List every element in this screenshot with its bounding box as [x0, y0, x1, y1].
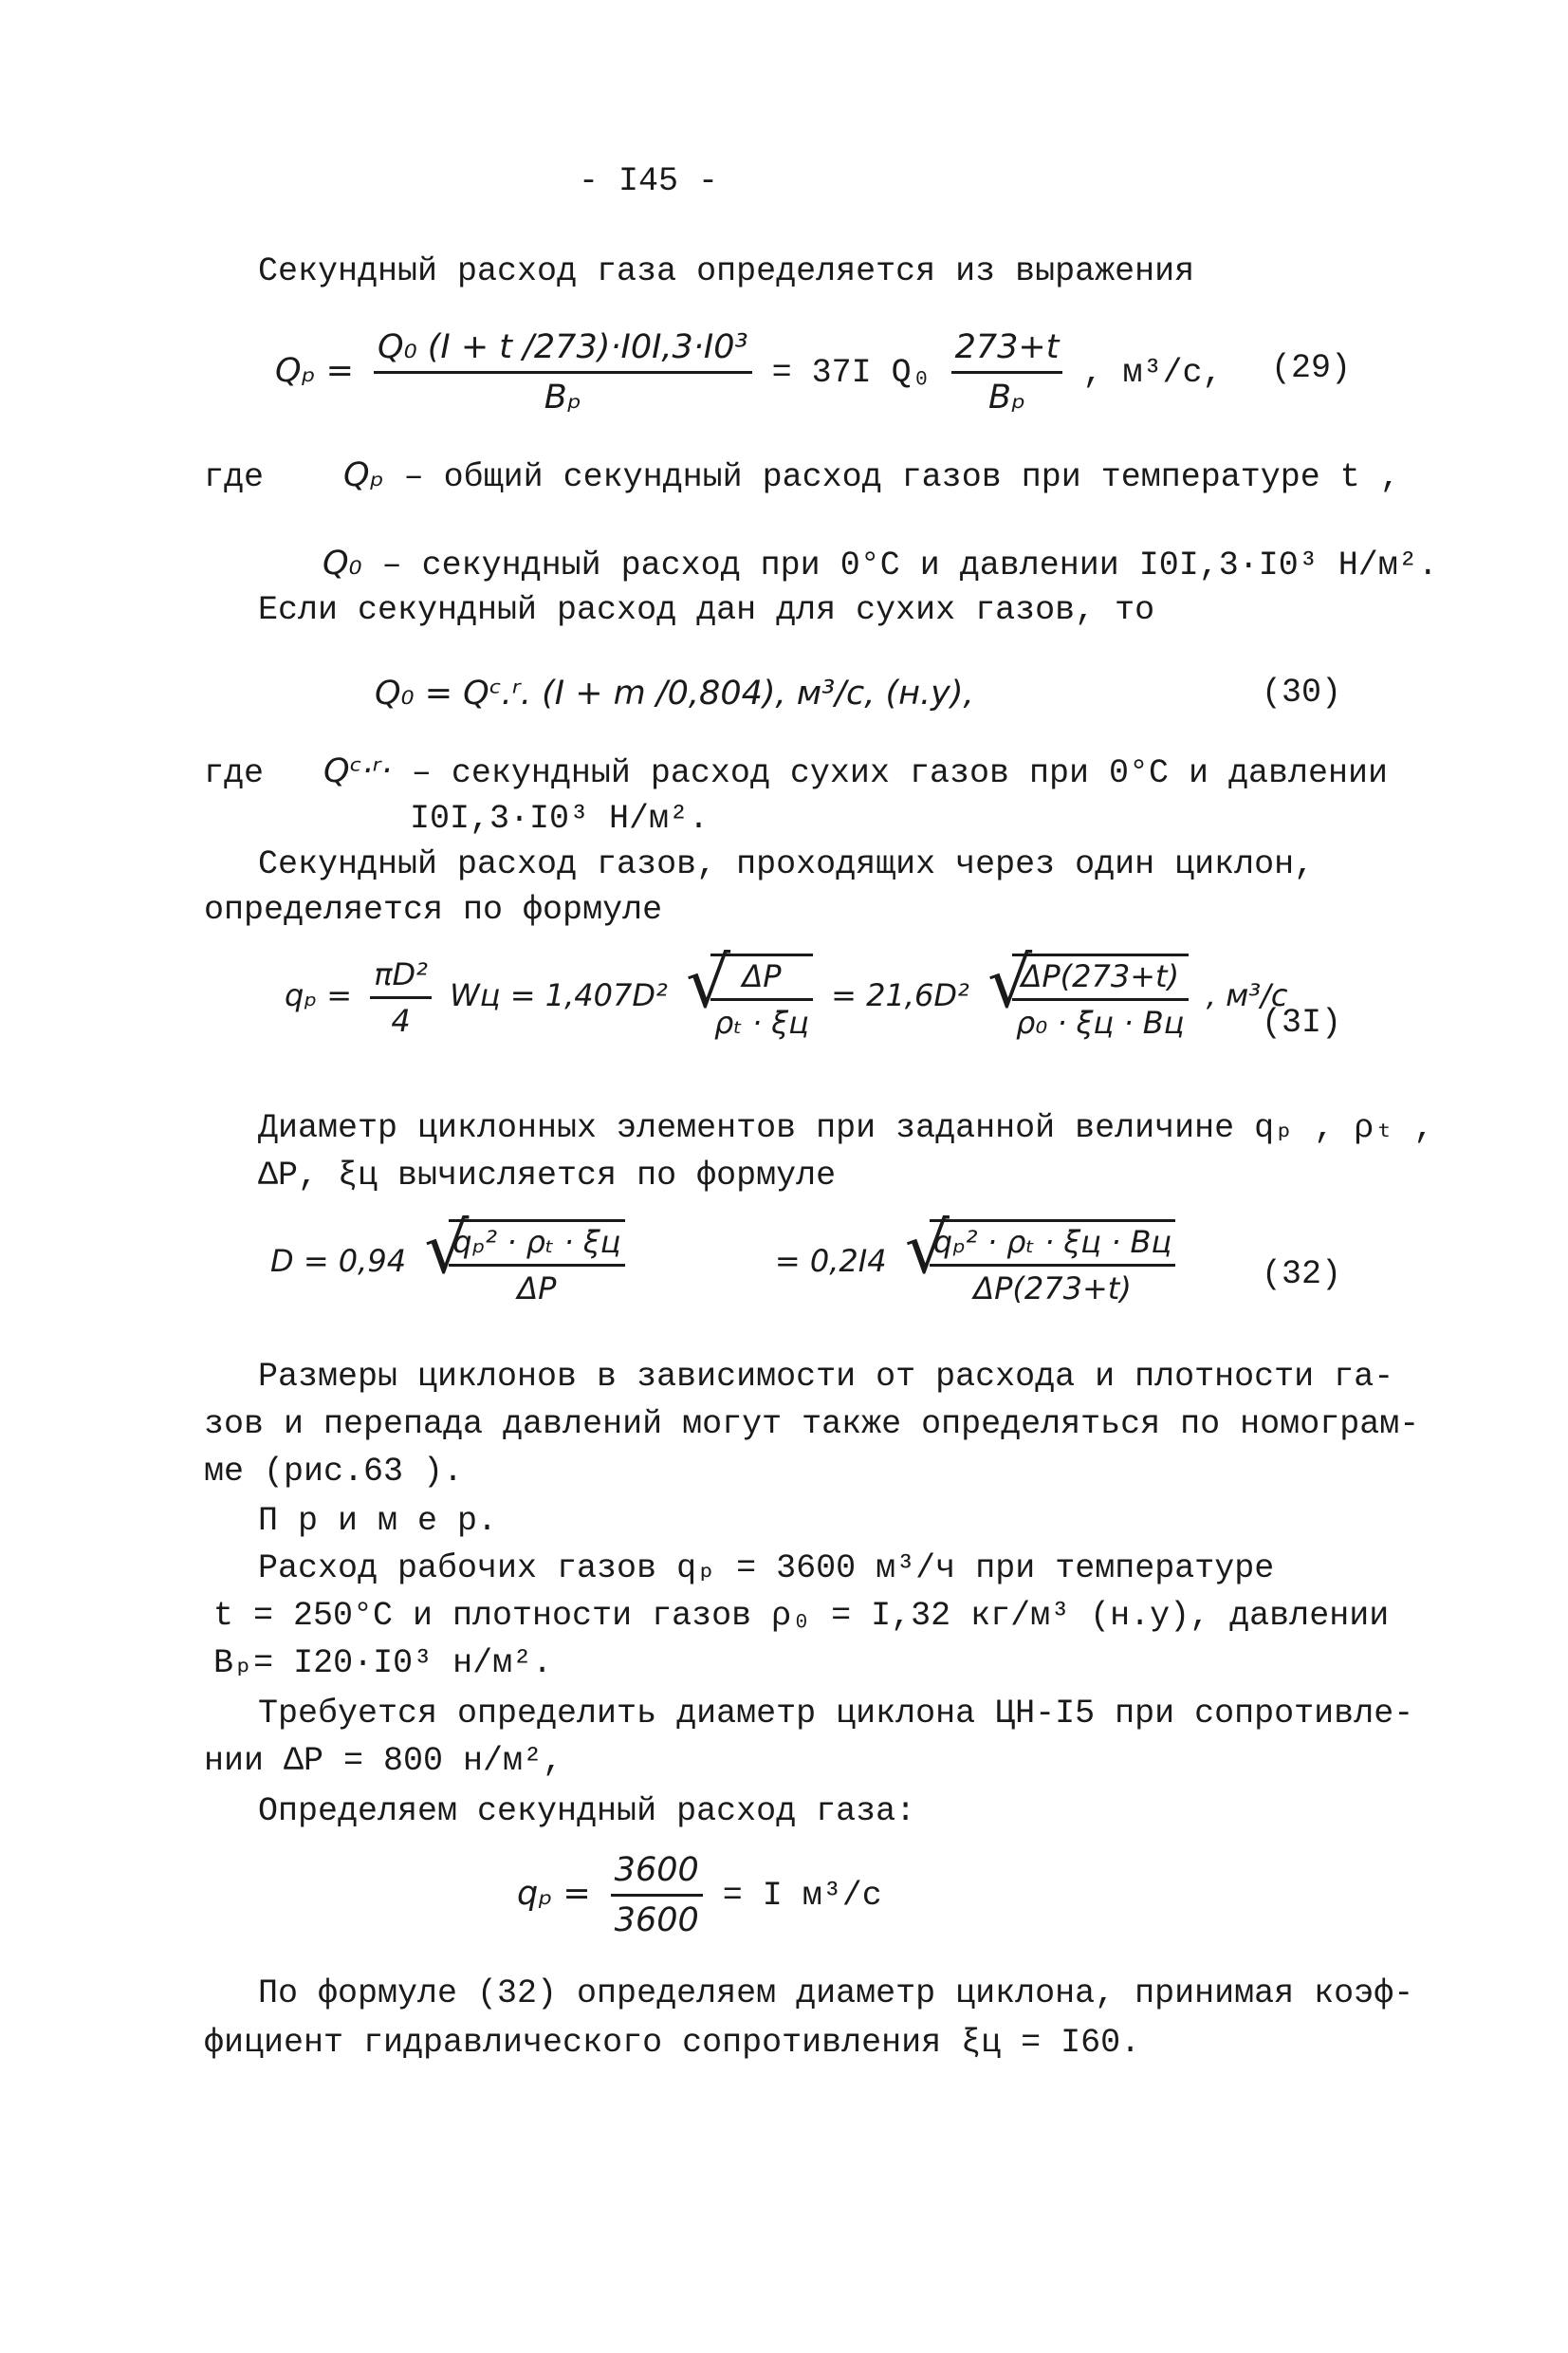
text-line — [204, 455, 1400, 497]
example-tail: = I м³/с — [722, 1876, 882, 1915]
eq31-root-1 — [686, 942, 813, 1042]
eq31-mid-2: = 21,6D² — [831, 976, 969, 1013]
text-line — [323, 544, 1438, 585]
eq31-lhs: qₚ = — [285, 976, 352, 1013]
text-line: П р и м е р. — [258, 1502, 498, 1540]
example-denominator: 3600 — [614, 1901, 699, 1939]
eq31-root1-denominator: ρₜ · ξц — [714, 1005, 809, 1042]
eq32-lhs: D = 0,94 — [270, 1242, 407, 1279]
text-line: Определяем секундный расход газа: — [258, 1792, 916, 1830]
eq32-root1-denominator: ΔP — [517, 1270, 557, 1307]
example-equation — [517, 1850, 882, 1940]
equation-number-31: (3I) — [1262, 1004, 1342, 1042]
radical-sign: √ — [904, 1208, 950, 1289]
equation-31 — [285, 942, 1288, 1042]
eq32-root-2 — [904, 1208, 1176, 1307]
text-line: Секундный расход газа определяется из выражения — [258, 252, 1195, 290]
text-line: Требуется определить диаметр циклона ЦН-I5 при сопротивле- — [258, 1695, 1414, 1732]
eq32-root-1 — [424, 1208, 624, 1307]
eq29-numerator: Q₀ (I + t /273)·I0I,3·I0³ — [374, 327, 752, 374]
eq31-root2-numerator: ΔP(273+t) — [1012, 958, 1189, 1001]
symbol-qp: Qₚ — [343, 456, 384, 494]
eq29-numerator-2: 273+t — [951, 327, 1063, 374]
equation-30: Q₀ = Qᶜ.ʳ. (I + m /0,804), м³/с, (н.у), — [375, 675, 974, 713]
symbol-qcr: Qᶜ·ʳ· — [323, 752, 392, 790]
text-line: I0I,3·I0³ Н/м². — [410, 800, 710, 838]
eq29-fraction — [374, 327, 752, 417]
text-line: зов и перепада давлений могут также определяться по номограм- — [204, 1405, 1420, 1443]
text-line: Размеры циклонов в зависимости от расхода и плотности га- — [258, 1358, 1394, 1396]
eq29-fraction-2 — [951, 327, 1063, 417]
eq29-mid: = 37I Q₀ — [771, 353, 932, 392]
text-line: t = 250°С и плотности газов ρ₀ = I,32 кг/м³ (н.у), давлении — [213, 1597, 1390, 1635]
page-number: - I45 - — [579, 162, 719, 200]
eq29-tail: , м³/с, — [1082, 353, 1223, 392]
eq32-root1-numerator: qₚ² · ρₜ · ξц — [449, 1224, 624, 1267]
text-line: Bₚ= I20·I0³ н/м². — [213, 1644, 553, 1682]
eq32-root2-numerator: qₚ² · ρₜ · ξц · Bц — [930, 1224, 1176, 1267]
text-line: Диаметр циклонных элементов при заданной величине qₚ , ρₜ , — [258, 1109, 1434, 1147]
text-line: Если секундный расход дан для сухих газов, то — [258, 591, 1155, 629]
eq31-denominator: 4 — [391, 1002, 411, 1039]
eq32-root2-fraction — [930, 1224, 1176, 1307]
eq32-root1-fraction — [449, 1224, 624, 1307]
where-word: где — [204, 458, 265, 496]
text-line: Секундный расход газов, проходящих через один циклон, — [258, 845, 1315, 883]
equation-29 — [275, 327, 1223, 417]
radical-sign: √ — [424, 1208, 470, 1289]
equation-32 — [270, 1208, 1175, 1307]
text-line — [204, 751, 1388, 793]
radical-sign: √ — [686, 942, 731, 1024]
text-line: По формуле (32) определяем диаметр циклона, принимая коэф- — [258, 1974, 1414, 2012]
eq32-mid: = 0,2I4 — [774, 1242, 887, 1279]
radical-sign: √ — [987, 942, 1033, 1024]
eq31-tail: , м³/с — [1206, 976, 1288, 1013]
eq31-root2-denominator: ρ₀ · ξц · Bц — [1016, 1005, 1185, 1042]
text-line: фициент гидравлического сопротивления ξц = I60. — [204, 2024, 1141, 2062]
eq31-mid-1: Wц = 1,407D² — [450, 976, 668, 1013]
eq31-fraction — [370, 956, 432, 1040]
equation-number-30: (30) — [1262, 674, 1342, 712]
equation-number-29: (29) — [1271, 349, 1352, 387]
text-line: определяется по формуле — [204, 891, 663, 929]
eq31-root2-fraction — [1012, 958, 1189, 1042]
text-line: ме (рис.63 ). — [204, 1453, 464, 1491]
text-line: нии ΔP = 800 н/м², — [204, 1742, 563, 1780]
eq32-root2-denominator: ΔP(273+t) — [973, 1270, 1132, 1307]
eq31-root1-numerator: ΔP — [710, 958, 813, 1001]
example-numerator: 3600 — [611, 1850, 703, 1897]
eq31-root-2 — [987, 942, 1189, 1042]
definition-qp: – общий секундный расход газов при температуре t , — [403, 458, 1400, 496]
text-line: Расход рабочих газов qₚ = 3600 м³/ч при температуре — [258, 1549, 1275, 1587]
definition-qcr: – секундный расход сухих газов при 0°С и давлении — [411, 754, 1389, 792]
text-line: ΔP, ξц вычисляется по формуле — [258, 1157, 837, 1195]
where-word: где — [204, 754, 265, 792]
example-lhs: qₚ = — [517, 1874, 591, 1913]
definition-q0: – секундный расход при 0°С и давлении I0I,3·I0³ Н/м². — [381, 547, 1438, 584]
example-fraction — [611, 1850, 703, 1940]
equation-number-32: (32) — [1262, 1255, 1342, 1293]
eq29-lhs: Qₚ = — [275, 351, 354, 390]
eq29-denominator-2: Bₚ — [988, 379, 1026, 417]
symbol-q0: Q₀ — [323, 545, 362, 583]
eq31-numerator: πD² — [370, 956, 432, 999]
eq29-denominator: Bₚ — [544, 379, 581, 417]
